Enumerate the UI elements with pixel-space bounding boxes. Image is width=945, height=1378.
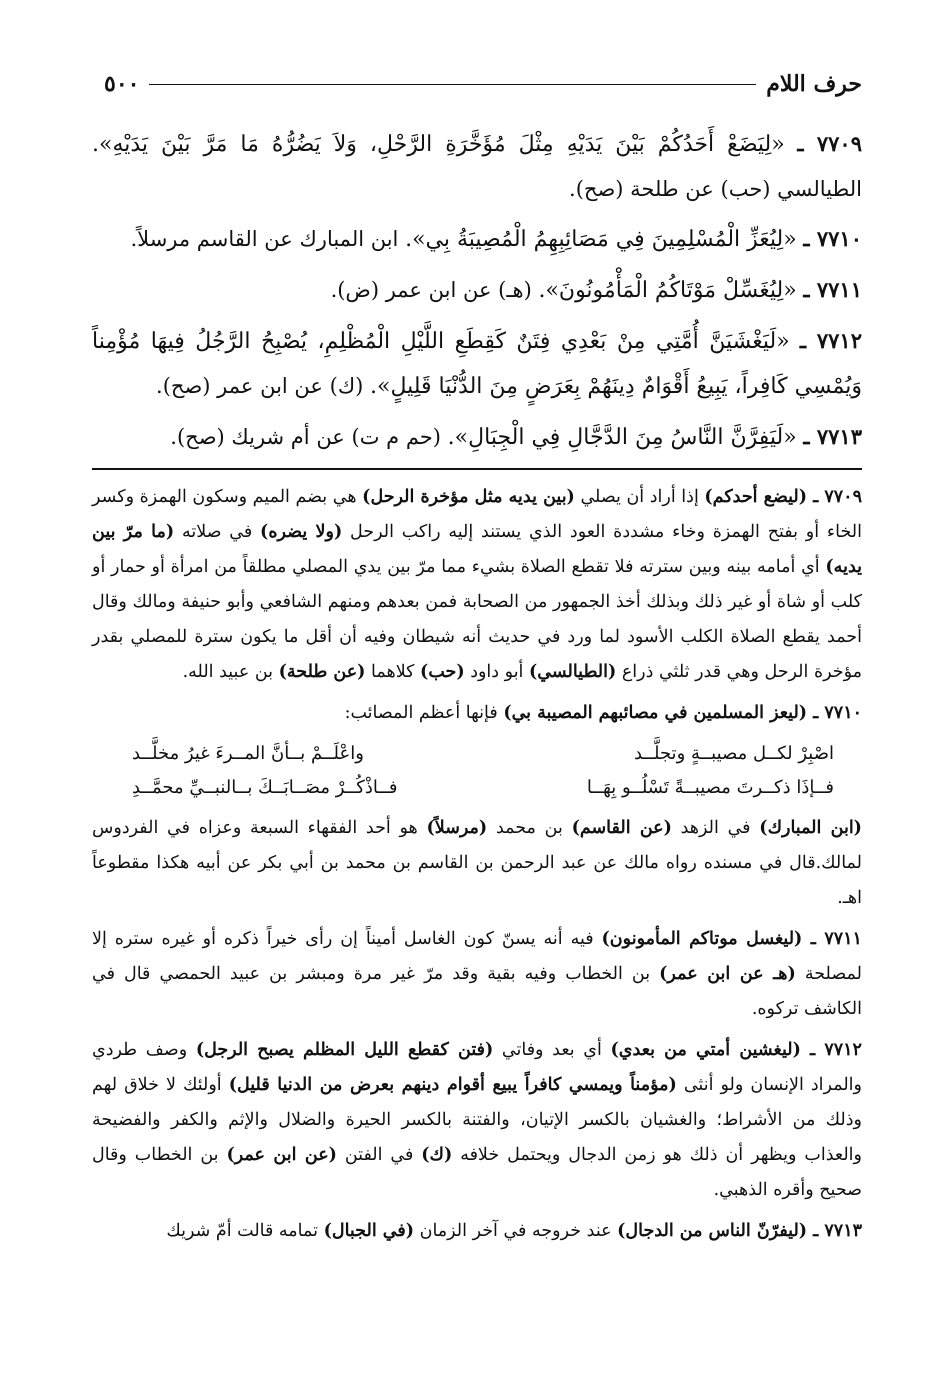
comment-ref: (مؤمناً ويمسي كافراً يبيع أقوام دينهم بعرض من الدنيا قليل) (228, 1075, 677, 1095)
comment-ref: (هـ عن ابن عمر) (659, 964, 796, 984)
comment-text: فإنها أعظم المصائب: (344, 703, 498, 723)
hadith-source: ابن المبارك عن القاسم مرسلاً. (130, 227, 399, 251)
hadith-text: «لِيُعَزِّ الْمُسْلِمِينَ فِي مَصَائِبِهِمُ الْمُصِيبَةُ بِي». (405, 227, 797, 252)
poem-hemistich: اصْبِرْ لكــل مصيبــةٍ وتجلَّــد (633, 743, 834, 764)
hadith-7711 (92, 268, 862, 313)
comment-ref: (ما مرّ بين يديه) (92, 522, 862, 577)
comment-text: هو أحد الفقهاء السبعة وعزاه في الفردوس لمالك.قال في مسنده رواه مالك عن عبد الرحمن بن القاسم بن محمد بن أبي بكر عن أبيه هكذا مقطوعاً اهـ. (92, 818, 862, 908)
comment-ref: (عن طلحة) (278, 662, 366, 682)
hadith-text: «لَيَغْشَيَنَّ أُمَّتِي مِنْ بَعْدِي فِتَنٌ كَقِطَعِ اللَّيْلِ الْمُظْلِمِ، يُصْبِحُ الرَّجُلُ فِيهَا مُؤْمِناً وَيُمْسِي كَافِراً، يَبِيعُ أَقْوَامٌ دِينَهُمْ بِعَرَضٍ مِنَ الدُّنْيَا قَلِيلٍ». (92, 329, 862, 399)
hadith-7709 (92, 122, 862, 211)
hadith-number: ٧٧١١ ـ (803, 277, 862, 302)
document-page (92, 60, 862, 1255)
hadith-text: «لِيَضَعْ أَحَدُكُمْ بَيْنَ يَدَيْهِ مِثْلَ مُؤَخَّرَةِ الرَّحْلِ، وَلاَ يَضُرُّهُ مَا مَرَّ بَيْنَ يَدَيْهِ». (92, 132, 785, 157)
poem (92, 737, 862, 805)
comment-ref: (حب) (420, 662, 465, 682)
hadith-number: ٧٧٠٩ ـ (797, 131, 862, 156)
commentary-7712 (92, 1033, 862, 1208)
comment-ref: (عن القاسم) (571, 818, 672, 838)
comment-ref: ٧٧٠٩ ـ (ليضع أحدكم) (704, 487, 862, 507)
comment-ref: ٧٧١٠ ـ (ليعز المسلمين في مصائبهم المصيبة بي) (503, 703, 862, 723)
comment-ref: (مرسلاً) (426, 818, 488, 838)
hadith-text: «لِيُغَسِّلْ مَوْتَاكُمُ الْمَأْمُونُونَ». (538, 278, 797, 303)
comment-ref: (ابن المبارك) (759, 818, 862, 838)
comment-ref: (بين يديه مثل مؤخرة الرحل) (362, 487, 575, 507)
comment-ref: ٧٧١٢ ـ (ليغشين أمتي من بعدي) (610, 1040, 862, 1060)
hadith-source: الطيالسي (حب) عن طلحة (صح). (569, 177, 862, 201)
commentary-section (92, 480, 862, 1249)
hadith-number: ٧٧١٠ ـ (803, 226, 862, 251)
comment-text: كلاهما (371, 662, 415, 682)
hadith-source: (حم م ت) عن أم شريك (صح). (170, 425, 441, 449)
comment-ref: (ولا يضره) (260, 522, 343, 542)
comment-text: في الزهد (680, 818, 751, 838)
comment-text: عند خروجه في آخر الزمان (419, 1221, 612, 1241)
comment-text: تمامه قالت أمّ شريك (166, 1221, 318, 1241)
comment-ref: (الطيالسي) (529, 662, 617, 682)
commentary-7709 (92, 480, 862, 690)
poem-verse (92, 771, 862, 805)
poem-hemistich: فــاذْكُــرْ مصَــابَــكَ بــالنبــيِّ محمَّــدِ (132, 777, 398, 798)
comment-text: وصف طردي والمراد الإنسان ولو أنثى (92, 1040, 862, 1095)
comment-text: أولئك لا خلاق لهم وذلك من الأشراط؛ والغشيان بالكسر الإتيان، والفتنة بالكسر الحيرة والضلال والإثم والكفر والفضيحة والعذاب ويظهر أن ذلك هو زمن الدجال ويحتمل خلافه (92, 1075, 862, 1165)
hadith-source: (ك) عن ابن عمر (صح). (156, 374, 364, 398)
comment-text: في صلاته (181, 522, 253, 542)
hadith-source: (هـ) عن ابن عمر (ض). (330, 278, 532, 302)
header-rule (149, 84, 756, 85)
comment-text: فيه أنه يسنّ كون الغاسل أميناً إن رأى خيراً ذكره أو غيره ستره إلا لمصلحة (92, 929, 862, 984)
comment-text: أبو داود (470, 662, 524, 682)
chapter-title: حرف اللام (766, 71, 862, 97)
hadith-7712 (92, 319, 862, 409)
comment-ref: (عن ابن عمر) (226, 1145, 337, 1165)
comment-text: أي بعد وفاتي (501, 1040, 602, 1060)
comment-ref: ٧٧١١ ـ (ليغسل موتاكم المأمونون) (601, 929, 862, 949)
hadith-number: ٧٧١٢ ـ (799, 328, 862, 353)
section-divider (92, 468, 862, 470)
poem-hemistich: فــإذَا ذكــرتَ مصيبــةً تَسْلُــو بِهَــا (586, 777, 834, 798)
page-header (92, 60, 862, 108)
comment-text: بن عبيد الله. (182, 662, 274, 682)
comment-text: بن محمد (495, 818, 563, 838)
poem-verse (92, 737, 862, 771)
hadith-section (92, 122, 862, 460)
poem-hemistich: واعْلَــمْ بــأنَّ المــرءَ غيرُ مخلَّــد (132, 743, 364, 764)
commentary-7711 (92, 922, 862, 1027)
comment-ref: ٧٧١٣ ـ (ليفرّنّ الناس من الدجال) (617, 1221, 862, 1241)
hadith-text: «لَيَفِرَّنَّ النَّاسُ مِنَ الدَّجَّالِ فِي الْجِبَالِ». (447, 425, 797, 450)
hadith-number: ٧٧١٣ ـ (803, 424, 862, 449)
comment-text: في الفتن (344, 1145, 414, 1165)
comment-text: بن الخطاب وقال صحيح وأقره الذهبي. (92, 1145, 862, 1200)
comment-ref: (في الجبال) (323, 1221, 415, 1241)
commentary-7710 (92, 696, 862, 731)
comment-ref: (ك) (421, 1145, 453, 1165)
comment-text: إذا أراد أن يصلي (580, 487, 699, 507)
comment-text: هي بضم الميم وسكون الهمزة وكسر الخاء أو بفتح الهمزة وخاء مشددة العود الذي يستند إليه راكب الرحل (92, 487, 862, 542)
comment-ref: (فتن كقطع الليل المظلم يصبح الرجل) (195, 1040, 494, 1060)
comment-text: أي أمامه بينه وبين سترته فلا تقطع الصلاة بشيء مما مرّ بين يدي المصلي مطلقاً من امرأة أو حمار أو كلب أو شاة أو غير ذلك وبذلك أخذ الجمهور من الصحابة فمن بعدهم ومنهم الشافعي وأبو حنيفة ومالك وقال أحمد يقطع الصلاة الكلب الأسود لما ورد في حديث أنه شيطان وفيه أن أقل ما يكون سترة للمصلي بقدر مؤخرة الرحل وهي قدر ثلثي ذراع (92, 557, 862, 682)
commentary-7710-source (92, 811, 862, 916)
hadith-7713 (92, 415, 862, 460)
comment-text: بن الخطاب وفيه بقية وقد مرّ غير مرة ومبشر بن عبيد الحمصي قال في الكاشف تركوه. (92, 964, 862, 1019)
page-number: ٥٠٠ (104, 71, 140, 97)
hadith-7710 (92, 217, 862, 262)
commentary-7713 (92, 1214, 862, 1249)
